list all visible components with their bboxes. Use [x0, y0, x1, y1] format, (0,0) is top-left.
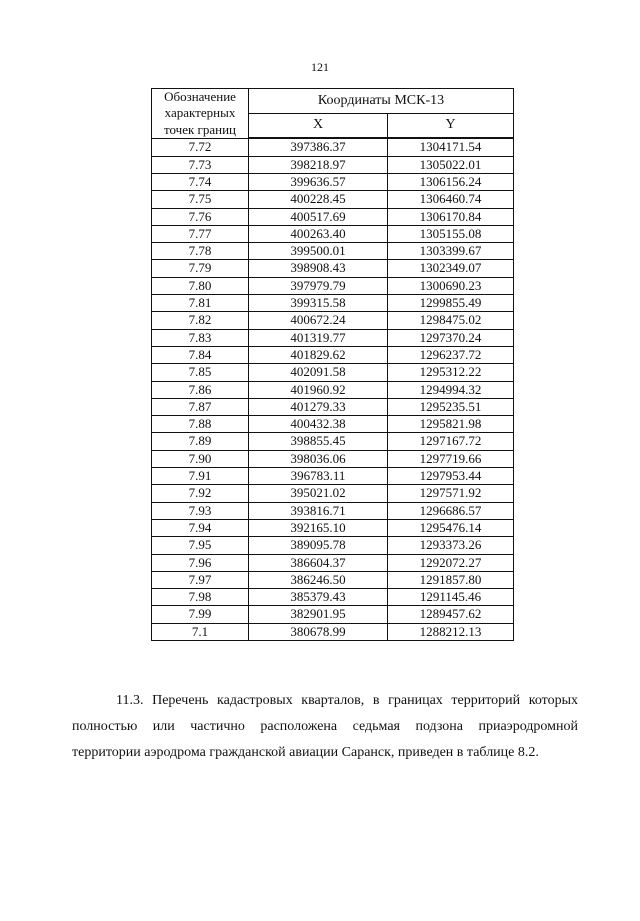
x-coordinate-cell: 400263.40 — [249, 225, 388, 242]
point-designation-cell: 7.96 — [152, 554, 249, 571]
table-row — [152, 364, 514, 381]
y-coordinate-cell: 1288212.13 — [388, 623, 514, 640]
table-row — [152, 433, 514, 450]
table-row — [152, 589, 514, 606]
table-row — [152, 260, 514, 277]
x-coordinate-cell: 401279.33 — [249, 398, 388, 415]
x-coordinate-cell: 402091.58 — [249, 364, 388, 381]
table-row — [152, 191, 514, 208]
table-body — [152, 138, 514, 640]
y-coordinate-cell: 1295235.51 — [388, 398, 514, 415]
body-paragraph: 11.3. Перечень кадастровых кварталов, в границах территорий которых полностью или частично расположена седьмая подзона приаэродромной территории аэродрома гражданской авиации Саранск, приведен в таблице 8.2. — [72, 693, 578, 760]
point-designation-cell: 7.82 — [152, 312, 249, 329]
x-coordinate-cell: 386246.50 — [249, 571, 388, 588]
x-coordinate-cell: 397979.79 — [249, 277, 388, 294]
table-row — [152, 450, 514, 467]
y-coordinate-cell: 1305155.08 — [388, 225, 514, 242]
point-designation-cell: 7.1 — [152, 623, 249, 640]
y-coordinate-cell: 1297167.72 — [388, 433, 514, 450]
point-designation-cell: 7.89 — [152, 433, 249, 450]
table-row — [152, 468, 514, 485]
x-coordinate-cell: 398908.43 — [249, 260, 388, 277]
y-coordinate-cell: 1305022.01 — [388, 156, 514, 173]
x-coordinate-cell: 380678.99 — [249, 623, 388, 640]
point-designation-cell: 7.86 — [152, 381, 249, 398]
point-designation-cell: 7.85 — [152, 364, 249, 381]
point-designation-cell: 7.77 — [152, 225, 249, 242]
table-row — [152, 416, 514, 433]
point-designation-cell: 7.92 — [152, 485, 249, 502]
x-coordinate-cell: 401829.62 — [249, 346, 388, 363]
x-coordinate-cell: 398855.45 — [249, 433, 388, 450]
point-designation-cell: 7.98 — [152, 589, 249, 606]
y-coordinate-cell: 1302349.07 — [388, 260, 514, 277]
point-designation-cell: 7.73 — [152, 156, 249, 173]
y-coordinate-cell: 1299855.49 — [388, 295, 514, 312]
y-coordinate-cell: 1306170.84 — [388, 208, 514, 225]
x-coordinate-cell: 399500.01 — [249, 243, 388, 260]
table-row — [152, 537, 514, 554]
y-coordinate-cell: 1294994.32 — [388, 381, 514, 398]
y-coordinate-cell: 1298475.02 — [388, 312, 514, 329]
header-x: X — [249, 113, 388, 138]
point-designation-cell: 7.95 — [152, 537, 249, 554]
point-designation-cell: 7.83 — [152, 329, 249, 346]
x-coordinate-cell: 398036.06 — [249, 450, 388, 467]
x-coordinate-cell: 385379.43 — [249, 589, 388, 606]
point-designation-cell: 7.80 — [152, 277, 249, 294]
x-coordinate-cell: 389095.78 — [249, 537, 388, 554]
x-coordinate-cell: 382901.95 — [249, 606, 388, 623]
table-row — [152, 277, 514, 294]
y-coordinate-cell: 1303399.67 — [388, 243, 514, 260]
point-designation-cell: 7.90 — [152, 450, 249, 467]
table-row — [152, 329, 514, 346]
x-coordinate-cell: 395021.02 — [249, 485, 388, 502]
y-coordinate-cell: 1289457.62 — [388, 606, 514, 623]
header-designation: Обозначение характерных точек границ — [152, 89, 249, 139]
x-coordinate-cell: 398218.97 — [249, 156, 388, 173]
y-coordinate-cell: 1306156.24 — [388, 173, 514, 190]
table-row — [152, 346, 514, 363]
y-coordinate-cell: 1295476.14 — [388, 519, 514, 536]
point-designation-cell: 7.93 — [152, 502, 249, 519]
table-row — [152, 312, 514, 329]
point-designation-cell: 7.91 — [152, 468, 249, 485]
y-coordinate-cell: 1297953.44 — [388, 468, 514, 485]
table-row — [152, 519, 514, 536]
table-row — [152, 381, 514, 398]
y-coordinate-cell: 1300690.23 — [388, 277, 514, 294]
table-row — [152, 571, 514, 588]
point-designation-cell: 7.97 — [152, 571, 249, 588]
y-coordinate-cell: 1304171.54 — [388, 138, 514, 156]
table-row — [152, 295, 514, 312]
point-designation-cell: 7.88 — [152, 416, 249, 433]
table-row — [152, 173, 514, 190]
point-designation-cell: 7.74 — [152, 173, 249, 190]
point-designation-cell: 7.76 — [152, 208, 249, 225]
table-row — [152, 243, 514, 260]
x-coordinate-cell: 400672.24 — [249, 312, 388, 329]
point-designation-cell: 7.94 — [152, 519, 249, 536]
y-coordinate-cell: 1297719.66 — [388, 450, 514, 467]
point-designation-cell: 7.84 — [152, 346, 249, 363]
point-designation-cell: 7.81 — [152, 295, 249, 312]
x-coordinate-cell: 400432.38 — [249, 416, 388, 433]
table-row — [152, 208, 514, 225]
y-coordinate-cell: 1292072.27 — [388, 554, 514, 571]
table-row — [152, 225, 514, 242]
table-row — [152, 502, 514, 519]
x-coordinate-cell: 401960.92 — [249, 381, 388, 398]
point-designation-cell: 7.87 — [152, 398, 249, 415]
point-designation-cell: 7.72 — [152, 138, 249, 156]
point-designation-cell: 7.99 — [152, 606, 249, 623]
x-coordinate-cell: 400517.69 — [249, 208, 388, 225]
y-coordinate-cell: 1306460.74 — [388, 191, 514, 208]
point-designation-cell: 7.75 — [152, 191, 249, 208]
coordinates-table — [151, 88, 514, 641]
y-coordinate-cell: 1295821.98 — [388, 416, 514, 433]
page-number: 121 — [311, 60, 329, 74]
x-coordinate-cell: 393816.71 — [249, 502, 388, 519]
header-coordinates-group: Координаты МСК-13 — [249, 89, 514, 114]
table-row — [152, 606, 514, 623]
point-designation-cell: 7.79 — [152, 260, 249, 277]
table-row — [152, 398, 514, 415]
x-coordinate-cell: 396783.11 — [249, 468, 388, 485]
x-coordinate-cell: 400228.45 — [249, 191, 388, 208]
y-coordinate-cell: 1293373.26 — [388, 537, 514, 554]
x-coordinate-cell: 392165.10 — [249, 519, 388, 536]
table-row — [152, 156, 514, 173]
table-row — [152, 554, 514, 571]
header-y: Y — [388, 113, 514, 138]
y-coordinate-cell: 1296686.57 — [388, 502, 514, 519]
y-coordinate-cell: 1296237.72 — [388, 346, 514, 363]
x-coordinate-cell: 386604.37 — [249, 554, 388, 571]
table-row — [152, 623, 514, 640]
point-designation-cell: 7.78 — [152, 243, 249, 260]
table-row — [152, 138, 514, 156]
x-coordinate-cell: 397386.37 — [249, 138, 388, 156]
x-coordinate-cell: 399636.57 — [249, 173, 388, 190]
y-coordinate-cell: 1291857.80 — [388, 571, 514, 588]
x-coordinate-cell: 399315.58 — [249, 295, 388, 312]
y-coordinate-cell: 1297370.24 — [388, 329, 514, 346]
y-coordinate-cell: 1297571.92 — [388, 485, 514, 502]
y-coordinate-cell: 1291145.46 — [388, 589, 514, 606]
y-coordinate-cell: 1295312.22 — [388, 364, 514, 381]
table-row — [152, 485, 514, 502]
x-coordinate-cell: 401319.77 — [249, 329, 388, 346]
